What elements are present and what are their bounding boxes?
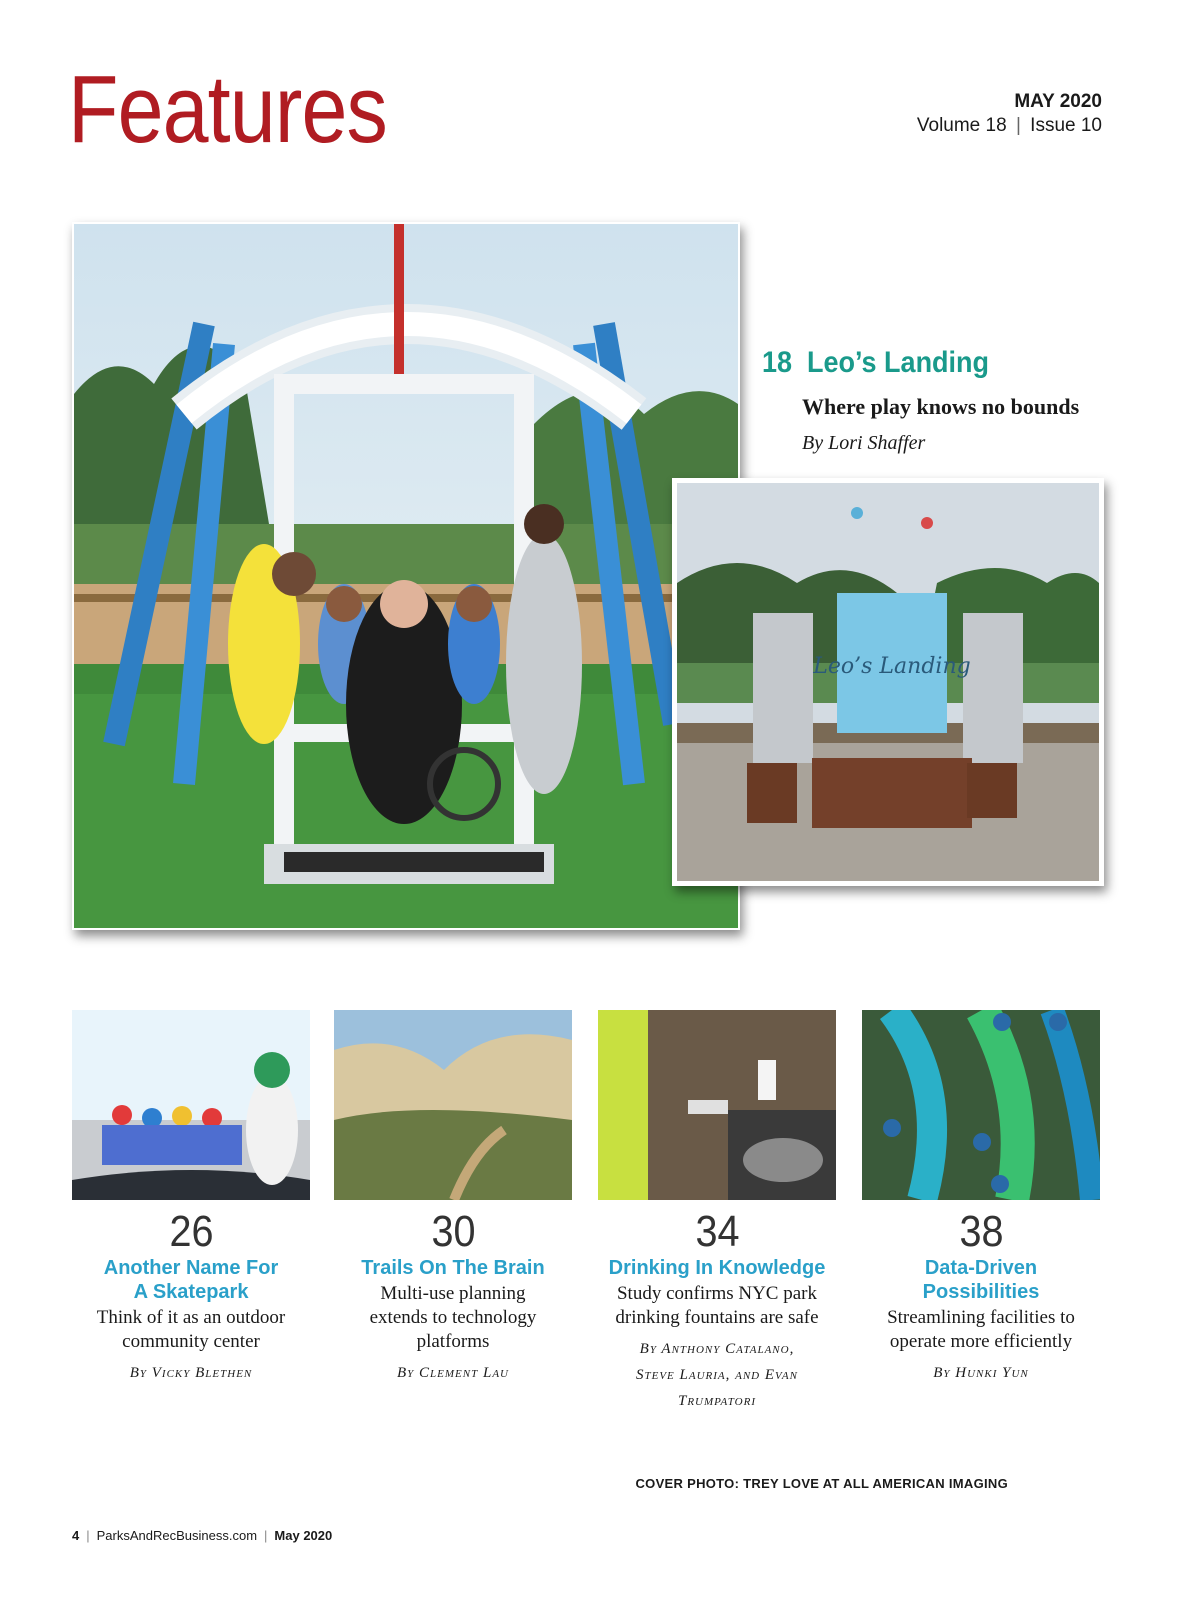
lead-story-heading [762, 346, 989, 380]
story-headline: Another Name For A Skatepark [103, 1257, 279, 1303]
thumbnail-skatepark[interactable] [72, 1010, 310, 1200]
inset-photo-leos-landing-sign [672, 478, 1104, 886]
story-dek: Streamlining facilities to operate more efficiently [887, 1307, 1075, 1352]
story-26[interactable] [61, 1208, 321, 1386]
story-dek: Think of it as an outdoor community center [96, 1307, 286, 1352]
lead-story-dek: Where play knows no bounds [802, 394, 1080, 419]
thumbnail-trail[interactable] [334, 1010, 572, 1200]
cover-photo-credit: COVER PHOTO: TREY LOVE AT ALL AMERICAN IMAGING [635, 1476, 1008, 1491]
story-page-number: 30 [430, 1207, 476, 1256]
story-38[interactable] [851, 1208, 1111, 1386]
story-headline: Drinking In Knowledge [608, 1257, 826, 1279]
lead-story[interactable] [762, 346, 1122, 455]
hero-photo-swing [72, 222, 740, 930]
folio-month: May 2020 [274, 1528, 333, 1543]
story-page-number: 34 [694, 1207, 740, 1256]
story-34[interactable] [587, 1208, 847, 1414]
issue-month: MAY 2020 [1014, 91, 1102, 112]
page-folio [72, 1528, 332, 1543]
story-dek: Multi-use planning extends to technology platforms [369, 1283, 537, 1352]
thumbnail-drinking-fountain[interactable] [598, 1010, 836, 1200]
story-byline: By Hunki Yun [933, 1365, 1029, 1381]
issue-separator: | [1015, 115, 1021, 136]
issue-volume: Volume 18 [916, 115, 1007, 136]
folio-separator: | [264, 1528, 268, 1543]
issue-info [917, 90, 1102, 138]
lead-story-page: 18 [762, 346, 793, 379]
story-byline: By Clement Lau [397, 1365, 509, 1381]
story-byline: By Anthony Catalano, Steve Lauria, and Evan Trumpatori [635, 1341, 798, 1409]
story-page-number: 26 [168, 1207, 214, 1256]
folio-site[interactable]: ParksAndRecBusiness.com [96, 1528, 258, 1543]
story-page-number: 38 [958, 1207, 1004, 1256]
story-headline: Data-Driven Possibilities [922, 1257, 1040, 1303]
story-headline: Trails On The Brain [361, 1257, 545, 1279]
lead-story-headline: Leo’s Landing [807, 346, 990, 379]
issue-number: Issue 10 [1030, 115, 1102, 136]
page-title: Features [68, 56, 387, 163]
lead-story-byline: By Lori Shaffer [802, 432, 926, 454]
folio-separator: | [86, 1528, 90, 1543]
story-30[interactable] [323, 1208, 583, 1386]
folio-page-number: 4 [72, 1528, 80, 1543]
story-byline: By Vicky Blethen [129, 1365, 253, 1381]
issue-volume-line [917, 114, 1102, 138]
story-dek: Study confirms NYC park drinking fountains are safe [615, 1283, 819, 1328]
sign-text: Leo’s Landing [813, 654, 971, 679]
thumbnail-data-map[interactable] [862, 1010, 1100, 1200]
